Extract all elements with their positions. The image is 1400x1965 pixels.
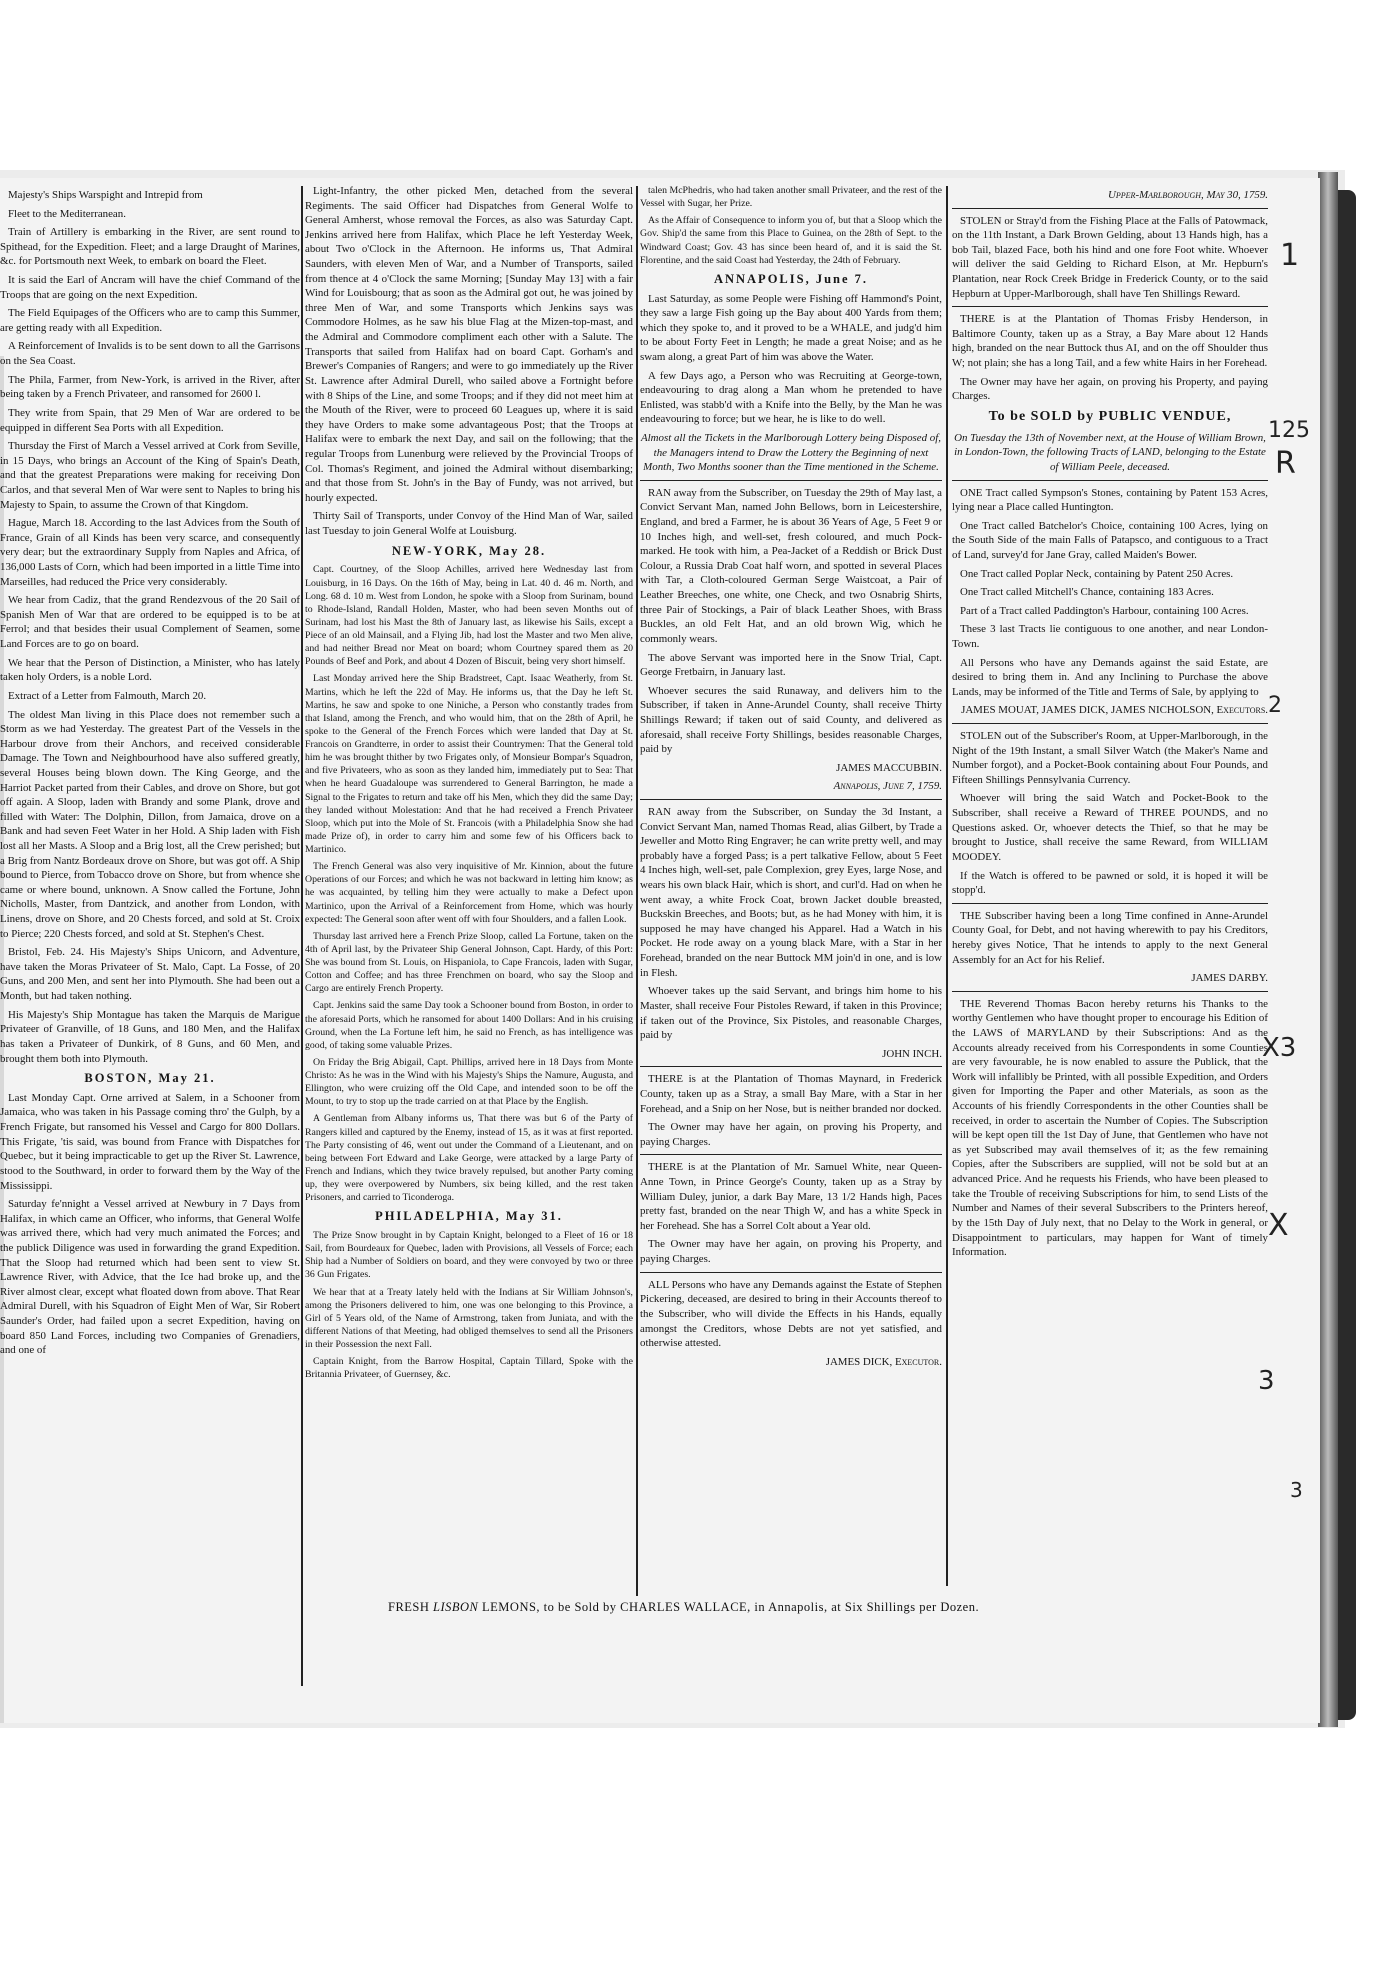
article-paragraph: Thursday the First of March a Vessel arrived at Cork from Seville, in 15 Days, who brings an Account of the King of Spain's Death, and that the greatest Preparations were making for receiving Don Carlos, and that several Men of War were sent to Naples to bring his Majesty to Spain, to assume the Crown of that Kingdom. bbox=[0, 440, 300, 511]
advertisement-paragraph: THE Subscriber having been a long Time confined in Anne-Arundel County Goal, for Debt, and not having wherewith to pay his Creditors, hereby gives Notice, That he intends to apply to the next General Assembly for an Act for his Relief. bbox=[952, 909, 1268, 966]
ad-separator bbox=[640, 1154, 942, 1155]
blank-margin bbox=[0, 1728, 1350, 1965]
dateline-heading: PHILADELPHIA, May 31. bbox=[375, 1209, 563, 1224]
article-paragraph: Part of a Tract called Paddington's Harbour, containing 100 Acres. bbox=[960, 604, 1249, 617]
article-paragraph: One Tract called Mitchell's Chance, containing 183 Acres. bbox=[960, 586, 1214, 599]
ad-fresh: FRESH bbox=[388, 1600, 430, 1614]
article-paragraph: Extract of a Letter from Falmouth, March 20. bbox=[8, 689, 207, 702]
article-paragraph: The Owner may have her again, on proving his Property, and paying Charges. bbox=[640, 1121, 942, 1148]
dateline-heading: ANNAPOLIS, June 7. bbox=[713, 271, 869, 286]
article-paragraph: On Friday the Brig Abigail, Capt. Phillips, arrived here in 18 Days from Monte Christo: As he was in the Wind with his Majesty's Ships the Namure, Augusta, and Ellington, who were cruizing off the Old Cape, and intended soon to be off the Mount, to try to stop up the trade carried on at that Place by the English. bbox=[305, 1056, 633, 1108]
article-paragraph: Last Saturday, as some People were Fishing off Hammond's Point, they saw a large Fish going up the Bay about 400 Yards from them; which they spoke to, and it proved to be a WHALE, and judg'd him to be about Forty Feet in Length; he made a great Noise; and as he swam along, a great Part of him was above the Water. bbox=[640, 292, 942, 363]
article-paragraph: Last Monday Capt. Orne arrived at Salem, in a Schooner from Jamaica, who was taken in his Passage coming thro' the Gulph, by a French Frigate, but ransomed his Vessel and Cargo for 800 Dollars. This Frigate, 'tis said, was bound from France with Dispatches for Quebec, but it being impracticable to get up the River St. Lawrence, stood to the Southward, in order to forward them by the Way of the Mississippi. bbox=[0, 1091, 300, 1192]
article-paragraph: Light-Infantry, the other picked Men, detached from the several Regiments. The said Officer had Dispatches from General Wolfe to General Amherst, whose removal the Forces, as also was Saturday Capt. Jenkins arrived here from Halifax, which Place he left Yesterday Week, about Two o'Clock in the Afternoon. He informs us, That Admiral Saunders, with eleven Men of War, and a Number of Transports, sailed from thence at 4 o'Clock the same Morning; [Sunday May 13] with a fair Wind for Louisbourg; that as soon as the Admiral got out, he was joined by three Men of War, and some Transports which Jenkins says was Commodore Holmes, as he saw his blue Flag at the Mizen-top-mast, and the Admiral and Commodore compliment each other with a Salute. The Transports that sailed from Halifax had on board Capt. Gorham's and Brewer's Companies of Rangers; and were to go immediately up the River St. Lawrence after Admiral Durell, who sailed above a Fortnight before with 8 Ships of the Line, and some Troops; and if they did not meet him at the Mouth of the River, were to proceed 60 Leagues up, where it is said they have Orders to make some advantageous Post; that the Troops at Halifax were to embark the next Day, and sail on the following; that the regular Troops from Lunenburg were relieved by the Provincial Troops of Col. Thomas's Regiment, and joined the Admiral without disembarking; and that those from St. John's in the Bay of Fundy, was not arrived, but hourly expected. bbox=[305, 185, 633, 504]
ad-separator bbox=[640, 480, 942, 481]
advertisement-paragraph: STOLEN out of the Subscriber's Room, at Upper-Marlborough, in the Night of the 19th Instant, a small Silver Watch (the Maker's Name and Number forgot), and a Pocket-Book containing about Four Pounds, and Fifteen Shillings Pennsylvania Currency. bbox=[952, 730, 1268, 786]
article-paragraph: They write from Spain, that 29 Men of War are ordered to be equipped in different Sea Ports with all Expedition. bbox=[0, 406, 300, 434]
dateline-heading: NEW-YORK, May 28. bbox=[391, 543, 547, 558]
article-paragraph: The Owner may have her again, on proving his Property, and paying Charges. bbox=[952, 375, 1268, 403]
article-paragraph: Thursday last arrived here a French Prize Sloop, called La Fortune, taken on the 4th of April last, by the Privateer Ship General Johnson, Capt. Hardy, of this Port: She was bound from St. Louis, on Hispaniola, to Cape Francois, laden with Sugar, Cotton and Coffee; and has three Frenchmen on board, who say the Sloop and Cargo are entirely French Property. bbox=[305, 930, 633, 995]
article-paragraph: Whoever takes up the said Servant, and brings him home to his Master, shall receive Four Pistoles Reward, if taken in this Province; if taken out of the Province, Six Pistoles, and reasonable Charges, paid by bbox=[640, 985, 942, 1042]
newspaper-page bbox=[0, 178, 1320, 1723]
ad-separator bbox=[640, 1066, 942, 1067]
dateline-heading: BOSTON, May 21. bbox=[84, 1071, 216, 1086]
article-paragraph: If the Watch is offered to be pawned or sold, it is hoped it will be stopp'd. bbox=[952, 869, 1268, 897]
article-paragraph: One Tract called Poplar Neck, containing by Patent 250 Acres. bbox=[960, 567, 1234, 580]
article-paragraph: A few Days ago, a Person who was Recruiting at George-town, endeavouring to drag along a Man whom he pretended to have Enlisted, was stabb'd with a Knife into the Belly, by the Man he was endeavouring to force; but we hear, he is like to do well. bbox=[640, 369, 942, 426]
article-paragraph: Bristol, Feb. 24. His Majesty's Ships Unicorn, and Adventure, have taken the Moras Privateer of St. Malo, Capt. La Fosse, of 20 Guns, and 200 Men, and sent her into Plymouth. She had been out a Month, but had taken nothing. bbox=[0, 946, 300, 1003]
margin-note: 1 bbox=[1280, 238, 1300, 273]
column-3 bbox=[640, 184, 942, 1594]
article-paragraph: Captain Knight, from the Barrow Hospital, Captain Tillard, Spoke with the Britannia Privateer, of Guernsey, &c. bbox=[305, 1356, 633, 1381]
article-paragraph: As the Affair of Consequence to inform you of, but that a Sloop which the Gov. Ship'd the same from this Place to Guinea, on the 28th of Sept. to the Windward Coast; Gov. 43 has since been heard of, and it is said the St. Florentine, and the said Coast had Yesterday, the 24th of February. bbox=[640, 215, 942, 266]
article-paragraph: All Persons who have any Demands against the said Estate, are desired to bring them in. And any Inclining to Purchase the above Lands, may be informed of the Title and Terms of Sale, by applying to bbox=[952, 656, 1268, 698]
ad-separator bbox=[952, 991, 1268, 992]
article-paragraph: Saturday fe'nnight a Vessel arrived at Newbury in 7 Days from Halifax, in which came an Officer, who informs, that General Wolfe was arrived there, which had very much animated the Forces; and the publick Diligence was used in forwarding the grand Expedition. That the Sloop had returned which had been sent to view St. Lawrence River, with Advice, that the Ice had broke up, and the River almost clear, except what floated down from above. That Rear Admiral Durell, with his Squadron of Eight Men of War, Sir Robert Saunder's Order, had failed upon a secret Expedition, having on board 850 Land Forces, including two Companies of Grenadiers, and one of bbox=[0, 1198, 300, 1357]
article-paragraph: Almost all the Tickets in the Marlborough Lottery being Disposed of, the Managers intend to Draw the Lottery the Beginning of next Month, Two Months sooner than the Time mentioned in the Scheme. bbox=[641, 431, 941, 474]
article-paragraph: The French General was also very inquisitive of Mr. Kinnion, about the future Operations of our Forces; and which he was not backward in letting him know; as he was acquainted, by telling him they were actually to make a Defect upon Martinico, upon the Arrival of a Reinforcement from Home, which was hourly expected: The General soon after went off with four Shoulders, and a fallen Look. bbox=[305, 861, 633, 925]
article-paragraph: The above Servant was imported here in the Snow Trial, Capt. George Fretbairn, in January last. bbox=[640, 651, 942, 679]
signature-line: Upper-Marlborough, May 30, 1759. bbox=[1108, 189, 1268, 201]
article-paragraph: We hear that at a Treaty lately held with the Indians at Sir William Johnson's, among the Prisoners delivered to him, one was one belonging to this Province, a Girl of 5 Years old, of the Name of Armstrong, taken from Juniata, and with the different Nations of that Meeting, had obliged themselves to send all the Prisoners in their Possession the next Fall. bbox=[305, 1286, 633, 1350]
article-paragraph: Whoever secures the said Runaway, and delivers him to the Subscriber, if taken in Anne-Arundel County, shall receive Thirty Shillings Reward; if taken out of said County, and delivered as aforesaid, shall receive Forty Shillings, besides reasonable Charges, paid by bbox=[640, 684, 942, 756]
ad-separator bbox=[952, 208, 1268, 209]
advertisement-paragraph: THE Reverend Thomas Bacon hereby returns his Thanks to the worthy Gentlemen who have thought proper to encourage his Edition of the LAWS of MARYLAND by their Subscriptions: And as the Accounts already received from his Correspondents in some Counties are very favourable, he is now enabled to assure the Publick, that the Work will infallibly be Printed, with all possible Expedition, and Orders given for Importing the Paper and other Materials, as soon as the Accounts of his friendly Correspondents in the other Counties shall be received, in order to ascertain the Number of Copies. The Subscription will be kept open till the 1st Day of June, that Gentlemen who have not as yet Subscribed may avail themselves of it; as the few remaining Copies, after the Subscribers are supplied, will not be sold but at an advanced Price. And he requests his Friends, who have been pleased to take the Trouble of receiving Subscriptions for him, to send Lists of the Number and Names of their several Subscribers to the Printers hereof, by the 15th Day of July next, that no Delay to the Work in general, or Disappointment to particulars, may happen for Want of timely Information. bbox=[952, 997, 1268, 1259]
ad-separator bbox=[952, 306, 1268, 307]
article-paragraph: The Prize Snow brought in by Captain Knight, belonged to a Fleet of 16 or 18 Sail, from Bourdeaux for Quebec, laden with Provisions, all Vessels of Force; each Ship had a Number of Soldiers on board, and they were convoyed by two or three 36 Gun Frigates. bbox=[305, 1230, 633, 1281]
article-paragraph: On Tuesday the 13th of November next, at the House of William Brown, in London-Town, the following Tracts of LAND, belonging to the Estate of William Peele, deceased. bbox=[954, 431, 1266, 473]
margin-note: X bbox=[1268, 1208, 1289, 1243]
column-rule bbox=[301, 186, 303, 1686]
article-paragraph: Hague, March 18. According to the last Advices from the South of France, Grain of all Kinds has been very scarce, and consequently very dear; but the extraordinary Supply from Naples and Africa, of 136,000 Lasts of Corn, which had been imported in a little Time into Marseilles, had reduced the Price very considerably. bbox=[0, 517, 300, 588]
article-paragraph: We hear that the Person of Distinction, a Minister, who has lately taken holy Orders, is a noble Lord. bbox=[0, 656, 300, 684]
column-4 bbox=[952, 188, 1268, 1583]
signature-line: Annapolis, June 7, 1759. bbox=[833, 780, 942, 793]
article-paragraph: A Reinforcement of Invalids is to be sent down to all the Garrisons on the Sea Coast. bbox=[0, 340, 300, 368]
advertisement-paragraph: STOLEN or Stray'd from the Fishing Place at the Falls of Patowmack, on the 11th Instant, a Dark Brown Gelding, about 13 Hands high, has a bob Tail, blazed Face, both his hind and one fore Foot white. Whoever will deliver the said Gelding to Richard Elson, at Mr. Hepburn's Plantation, near Rock Creek Bridge in Frederick County, or to the said Hepburn at Upper-Marlborough, shall have Ten Shillings Reward. bbox=[952, 214, 1268, 300]
column-2 bbox=[305, 184, 633, 1679]
article-paragraph: The Owner may have her again, on proving his Property, and paying Charges. bbox=[640, 1238, 942, 1266]
article-paragraph: Capt. Courtney, of the Sloop Achilles, arrived here Wednesday last from Louisburg, in 16 Days. On the 16th of May, being in Lat. 40 d. 46 m. North, and Long. 68 d. 10 m. West from London, he spoke with a Sloop from Surinam, bound to Rhode-Island, Randall Holden, Master, who had been seven Months out of Surinam, had lost his Mast the 8th of January last, as likewise his Sails, except a Piece of an old Mainsail, and a Flying Jib, had lost the Master and two Men alive, and had neither Bread nor Meat on board; whom Courtney spared them as 20 Pounds of Beef and Pork, and about 4 Dozen of Biscuit, being very short himself. bbox=[305, 564, 633, 668]
article-paragraph: Last Monday arrived here the Ship Bradstreet, Capt. Isaac Weatherly, from St. Martins, which he left the 22d of May. He informs us, that the Day he left St. Martins, he saw and spoke to one Niniche, a Person who constantly trades from that Island, among the French, and who would him, that on the 28th of April, he spoke to the General of the French Forces which were landed that Day at St. Francois on Grandterre, in order to assist their Countrymen: That the General told him he was brought thither by two Frigates only, of Monsieur Bompar's Squadron, and five Privateers, who as soon as they landed him, immediately put to Sea: That when he heard Guadaloupe was surrendered to General Barrington, he made a Signal to the Frigates to return and take off his Men, which they did the same Day; they landed without Molestation: And that he had received a French Privateer Sloop, which put into the Mole of St. Francois (with a Philadelphia Snow she had made Prize of), in order to carry him and some few of his Officers back to Martinico. bbox=[305, 673, 633, 855]
ad-separator bbox=[640, 1272, 942, 1273]
margin-note: R bbox=[1275, 446, 1296, 481]
ad-separator bbox=[952, 903, 1268, 904]
article-paragraph: We hear from Cadiz, that the grand Rendezvous of the 20 Sail of Spanish Men of War that are ordered to be equipped is to be at Ferrol; and that besides their usual Complement of Seamen, some Land Forces are to go on board. bbox=[0, 594, 300, 651]
margin-note: 2 bbox=[1268, 693, 1282, 718]
article-paragraph: The Phila, Farmer, from New-York, is arrived in the River, after being taken by a French Privateer, and ransomed for 2600 l. bbox=[0, 373, 300, 401]
article-paragraph: His Majesty's Ship Montague has taken the Marquis de Marigue Privateer of Granville, of 18 Guns, and 180 Men, and the Halifax has taken a Privateer of Dunkirk, of 8 Guns, and 60 Men, and brought them both into Plymouth. bbox=[0, 1008, 300, 1065]
article-paragraph: It is said the Earl of Ancram will have the chief Command of the Troops that are going on the next Expedition. bbox=[0, 274, 300, 301]
ad-separator bbox=[952, 723, 1268, 724]
article-paragraph: Majesty's Ships Warspight and Intrepid from bbox=[8, 189, 203, 201]
article-paragraph: A Gentleman from Albany informs us, That there was but 6 of the Party of Rangers killed and captured by the Enemy, instead of 15, as it was at first reported. The Party consisting of 46, went out under the Command of a Lieutenant, and on being between Fort Edward and Lake George, were attacked by a large Party of French and Indians, which they twice bravely repulsed, but another Party coming up, they were overpowered by Numbers, six being killed, and the rest taken Prisoners, and carried to Ticonderoga. bbox=[305, 1113, 633, 1204]
advertisement-paragraph: ALL Persons who have any Demands against the Estate of Stephen Pickering, deceased, are desired to bring in their Accounts thereof to the Subscriber, who will divide the Effects in his Hands, equally amongst the Creditors, whose Debts are not yet satisfied, and otherwise attested. bbox=[640, 1278, 942, 1350]
signature-line: JAMES DARBY. bbox=[1191, 972, 1268, 985]
advertisement-paragraph: THERE is at the Plantation of Mr. Samuel White, near Queen-Anne Town, in Prince George's County, taken up as a Stray by William Duley, junior, a dark Bay Mare, 13 1/2 Hands high, Paces pretty fast, branded on the near Thigh W, and has a white Speck in her Forehead. She has a Sorrel Colt about a Year old. bbox=[640, 1161, 942, 1232]
margin-note: 3 bbox=[1290, 1478, 1303, 1502]
column-1 bbox=[0, 188, 300, 1693]
signature-line: JAMES MACCUBBIN. bbox=[836, 761, 942, 774]
article-paragraph: Train of Artillery is embarking in the River, are sent round to Spithead, for the Expedition. Fleet; and a large Draught of Marines, &c. for Portsmouth next Week, to embark on board the Fleet. bbox=[0, 226, 300, 268]
article-paragraph: One Tract called Batchelor's Choice, containing 100 Acres, lying on the South Side of the main Falls of Patapsco, and contiguous to a Tract of Land, survey'd for Jane Gray, called Maiden's Bower. bbox=[952, 519, 1268, 561]
signature-line: JAMES MOUAT, JAMES DICK, JAMES NICHOLSON, Executors. bbox=[961, 704, 1268, 717]
advertisement-paragraph: THERE is at the Plantation of Thomas Maynard, in Frederick County, taken up as a Stray, a small Bay Mare, with a Star in her Forehead, and a Snip on her Nose, but is neither branded nor docked. bbox=[640, 1073, 942, 1115]
advertisement-paragraph: RAN away from the Subscriber, on Tuesday the 29th of May last, a Convict Servant Man, named John Bellows, born in Leicestershire, England, and bred a Farmer, he is about 36 Years of Age, 5 Feet 9 or 10 Inches high, and well-set, fresh coloured, and much Pock-marked. He took with him, a Pea-Jacket of a Reddish or Brick Dust Colour, a Russia Drab Coat half worn, and spotted in several Places with Tar, a Cloth-coloured German Serge Waistcoat, a Pair of Leather Breeches, one white, one Check, and two Osnabrig Shirts, three Pair of Stockings, a Pair of black Leather Shoes, with Brass Buckles, an old Felt Hat, and an old brown Wig, which he commonly wears. bbox=[640, 486, 942, 645]
margin-note: 3 bbox=[1258, 1366, 1275, 1396]
advertisement-paragraph: THERE is at the Plantation of Thomas Frisby Henderson, in Baltimore County, taken up as a Stray, a Bay Mare about 12 Hands high, branded on the near Buttock thus AI, and on the off Shoulder thus W; not plain; she has a long Tail, and a few white Hairs in her Forehead. bbox=[952, 313, 1268, 370]
lemons-advertisement bbox=[388, 1600, 1288, 1615]
article-paragraph: Fleet to the Mediterranean. bbox=[8, 207, 126, 220]
column-rule bbox=[636, 186, 638, 1596]
article-paragraph: Thirty Sail of Transports, under Convoy of the Hind Man of War, sailed last Tuesday to join General Wolfe at Louisburg. bbox=[305, 510, 633, 538]
article-paragraph: talen McPhedris, who had taken another small Privateer, and the rest of the Vessel with Sugar, her Prize. bbox=[640, 185, 942, 210]
ad-rest: LEMONS, to be Sold by CHARLES WALLACE, in Annapolis, at Six Shillings per Dozen. bbox=[482, 1600, 980, 1614]
article-paragraph: The Field Equipages of the Officers who are to camp this Summer, are getting ready with all Expedition. bbox=[0, 307, 300, 334]
article-paragraph: These 3 last Tracts lie contiguous to one another, and near London-Town. bbox=[952, 623, 1268, 650]
margin-note: X3 bbox=[1262, 1033, 1297, 1063]
signature-line: JAMES DICK, Executor. bbox=[825, 1355, 942, 1368]
ad-lisbon: LISBON bbox=[433, 1600, 479, 1614]
article-paragraph: The oldest Man living in this Place does not remember such a Storm as we had Yesterday. The greatest Part of the Vessels in the Harbour drove from their Anchors, and received considerable Damage. The Town and Neighbourhood have also suffered greatly, several Houses being blown down. The King George, and the Harriot Packet parted from their Cables, and drove on Shore, but got off again. A Sloop, laden with Brandy and some Plank, drove and filled with Water: The Dolphin, Dillon, from Jamaica, drove on a Bank and had seven Feet Water in her Hold. A Ship laden with Fish lost all her Masts. A Sloop and a Brig lost, all the Crew perished; but a Brig from Nantz Bordeaux drove on Shore, but was got off. A Ship bound to Pierce, from Tobacco drove on Shore, but from whence she came or where bound, unknown. A Snow called the Fortune, John Nicholls, Master, from Dantzick, and another from London, with Linens, drove on Shore, and 20 Chests forced, and sold at St. Croix to Pierce; 220 Chests forced, and sold at St. Stephen's Chest. bbox=[0, 708, 300, 940]
article-paragraph: Whoever will bring the said Watch and Pocket-Book to the Subscriber, shall receive a Reward of THREE POUNDS, and no Questions asked. Or, whoever detects the Thief, so that he may be brought to Justice, shall receive the same Reward, from WILLIAM MOODEY. bbox=[952, 792, 1268, 863]
signature-line: JOHN INCH. bbox=[882, 1047, 942, 1060]
ad-separator bbox=[952, 480, 1268, 481]
advertisement-paragraph: RAN away from the Subscriber, on Sunday the 3d Instant, a Convict Servant Man, named Thomas Read, alias Gilbert, by Trade a Jeweller and Motto Ring Engraver; he can write pretty well, and may probably have a forged Pass; is a pert talkative Fellow, about 5 Feet 4 Inches high, well-set, pale Complexion, grey Eyes, large Nose, and wears his own black Hair, which is short, and curl'd. Had on when he went away, a white Frock Coat, brown Jacket double breasted, Buckskin Breeches, and Boots; but, as he had Money with him, it is supposed he may have changed his Apparel. Had a Watch in his Pocket. He rode away on a young black Mare, with a Star in her Forehead, branded on the near Buttock MM join'd in one, and is low in Flesh. bbox=[640, 806, 942, 979]
margin-note: 125 bbox=[1268, 418, 1310, 443]
advertisement-paragraph: ONE Tract called Sympson's Stones, containing by Patent 153 Acres, lying near a Place called Huntington. bbox=[952, 486, 1268, 514]
vendue-heading: To be SOLD by PUBLIC VENDUE, bbox=[988, 408, 1232, 424]
article-paragraph: Capt. Jenkins said the same Day took a Schooner bound from Boston, in order to the aforesaid Ports, which he ransomed for about 1400 Dollars: And in his cruising Ground, when the La Fortune left him, he said no French, as has intelligence was good, of taking some valuable Prizes. bbox=[305, 1000, 633, 1051]
ad-separator bbox=[640, 799, 942, 800]
column-rule bbox=[946, 186, 948, 1586]
page-gutter-shadow bbox=[1318, 172, 1338, 1727]
